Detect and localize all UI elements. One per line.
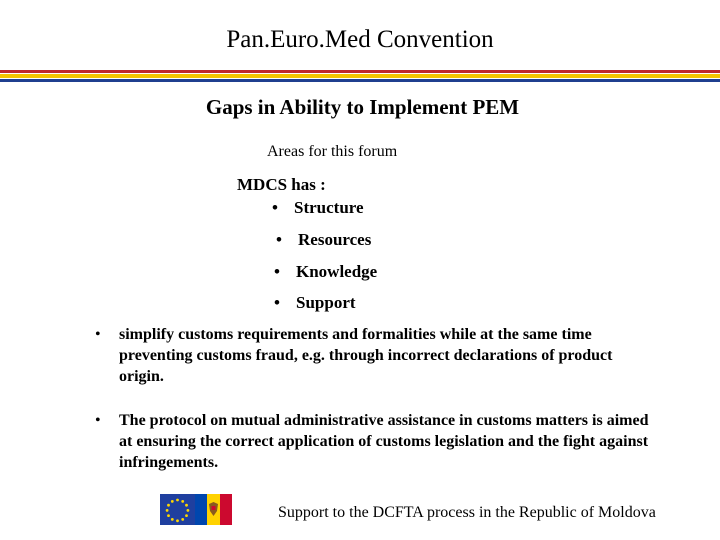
slide-title: Gaps in Ability to Implement PEM bbox=[205, 95, 520, 119]
bullet-icon: • bbox=[274, 293, 280, 312]
header-stripes bbox=[0, 70, 720, 84]
bullet-icon: • bbox=[95, 326, 101, 343]
mdcs-lead: MDCS has : bbox=[237, 175, 326, 194]
bullet-item-label: Support bbox=[296, 293, 356, 312]
bullet-icon: • bbox=[95, 412, 101, 429]
bullet-item-label: Knowledge bbox=[296, 262, 378, 281]
bullet-item-support bbox=[274, 293, 356, 313]
eu-stars-icon bbox=[160, 494, 195, 525]
bullet-item-knowledge bbox=[274, 262, 377, 282]
bullet-item-label: Resources bbox=[298, 230, 372, 249]
stripe-yellow bbox=[0, 74, 720, 78]
bullet-icon: • bbox=[276, 230, 282, 249]
bullet-item-label: Structure bbox=[294, 198, 364, 217]
bullet-icon: • bbox=[272, 198, 278, 217]
paragraph-customs-requirements bbox=[95, 324, 655, 387]
bullet-item-structure bbox=[272, 198, 364, 218]
eu-flag-icon bbox=[160, 494, 195, 525]
paragraph-text: The protocol on mutual administrative assistance in customs matters is aimed at ensuring the correct application of customs legislation and the fight against infringements. bbox=[119, 412, 649, 471]
footer-text: Support to the DCFTA process in the Republic of Moldova bbox=[278, 504, 656, 521]
paragraph-mutual-assistance bbox=[95, 410, 655, 473]
moldova-flag-icon bbox=[195, 494, 232, 525]
paragraph-text: simplify customs requirements and formalities while at the same time preventing customs fraud, e.g. through incorrect declarations of product origin. bbox=[119, 326, 613, 385]
stripe-red bbox=[0, 70, 720, 73]
coat-of-arms-icon bbox=[208, 502, 219, 517]
slide-subtitle: Areas for this forum bbox=[267, 143, 398, 160]
header-title: Pan.Euro.Med Convention bbox=[226, 26, 494, 53]
stripe-blue bbox=[0, 79, 720, 82]
bullet-item-resources bbox=[276, 230, 371, 250]
bullet-icon: • bbox=[274, 262, 280, 281]
